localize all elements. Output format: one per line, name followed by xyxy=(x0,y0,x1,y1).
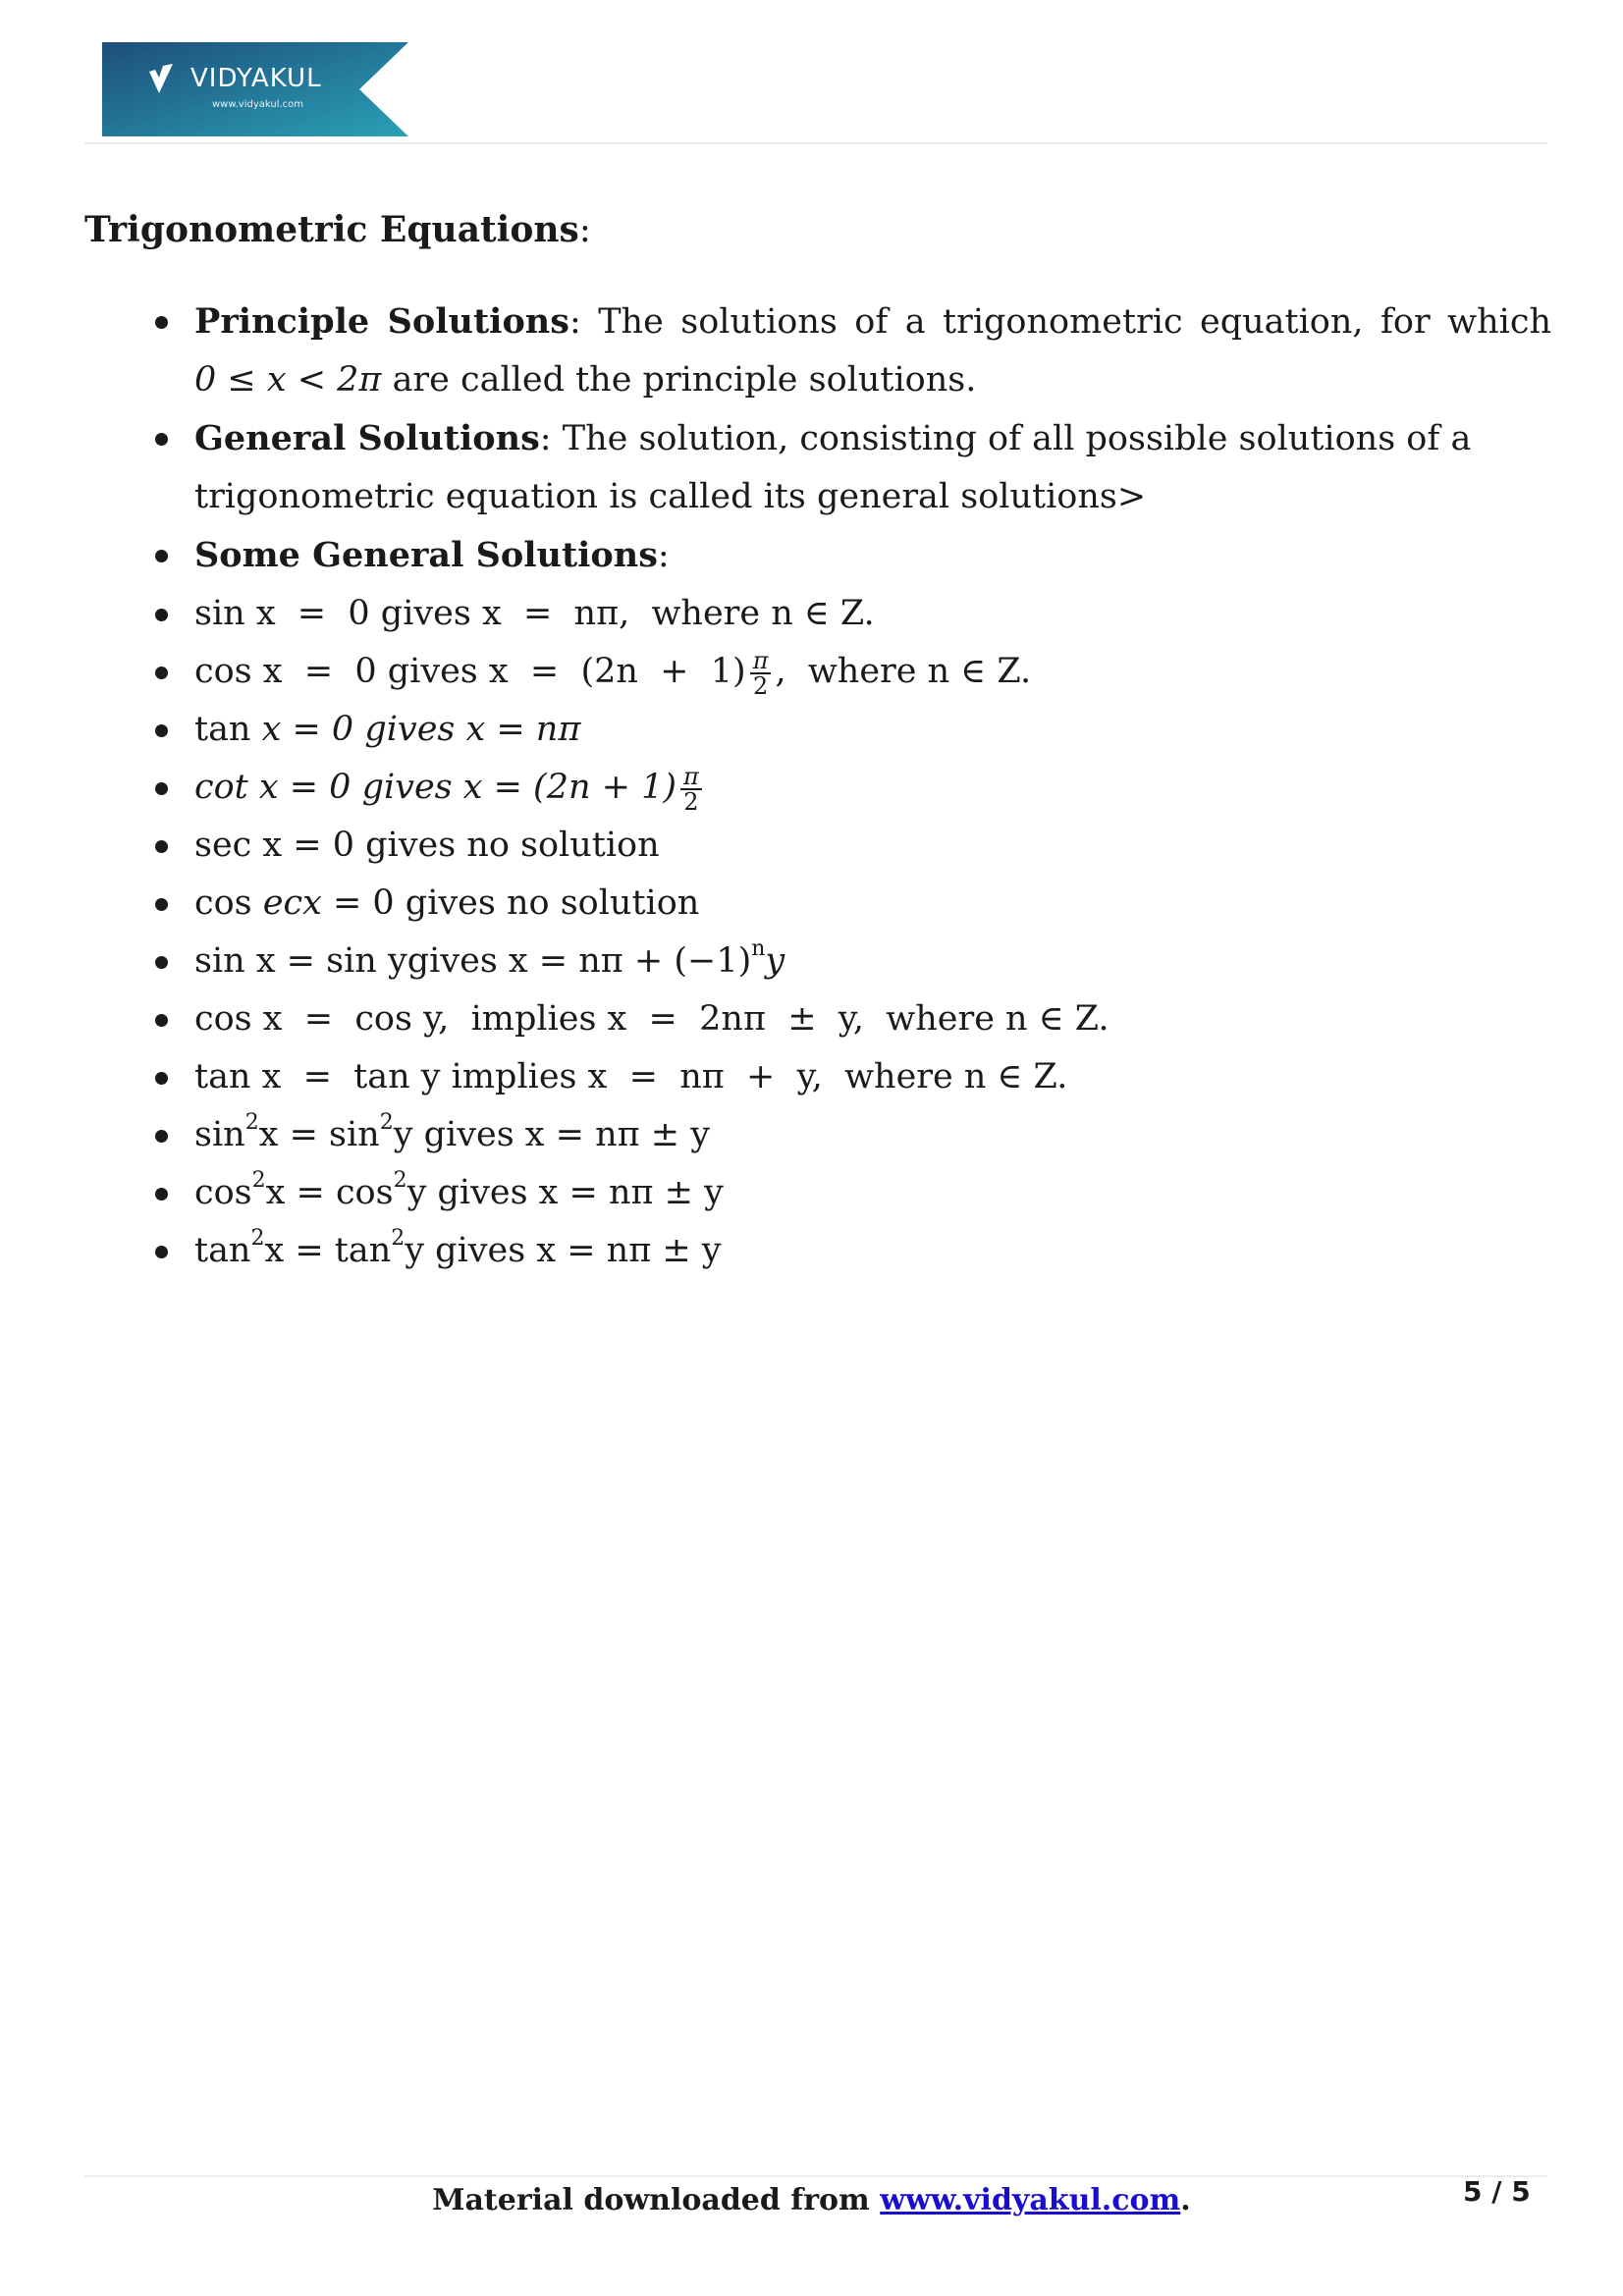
pi-over-2-fraction: $\frac{\pi}{2}$ xyxy=(680,765,702,814)
header-divider xyxy=(84,142,1547,144)
list-item-cos-zero: cos x = 0 gives x = (2n + 1) $\frac{\pi}{2}$ , where n ∈ Z. xyxy=(157,643,1551,701)
pi-over-2-fraction: $\frac{\pi}{2}$ xyxy=(750,649,772,698)
list-item-tan-squared: $\tan^2x = \tan^2y$ gives x = nπ ± y xyxy=(157,1222,1551,1280)
list-item-some-general-solutions: Some General Solutions: xyxy=(157,526,1551,585)
principle-range-math: 0 ≤ x < 2π xyxy=(194,360,382,400)
logo-url: www.vidyakul.com xyxy=(212,99,304,110)
logo-text: VIDYAKUL xyxy=(190,64,322,93)
general-solutions-label: General Solutions xyxy=(194,418,540,458)
vidyakul-logo[interactable] xyxy=(102,42,408,136)
list-item-cot-zero: cot x = 0 gives x = (2n + 1) $\frac{\pi}{2}$ xyxy=(157,759,1551,817)
list-item-sin-squared: $\sin^2x = \sin^2y$ gives x = nπ ± y xyxy=(157,1106,1551,1164)
solutions-list xyxy=(157,293,1551,1280)
list-item-principle-solutions: Principle Solutions: The solutions of a trigonometric equation, for which 0 ≤ x < 2π are called the principle solutions. xyxy=(157,293,1551,409)
list-item-general-solutions: General Solutions: The solution, consisting of all possible solutions of a trigonometric equation is called its general solutions> xyxy=(157,409,1551,526)
list-item-cos-equal: cos x = cos y, implies x = 2nπ ± y, where n ∈ Z. xyxy=(157,990,1551,1048)
some-general-solutions-label: Some General Solutions xyxy=(194,535,658,575)
list-item-tan-equal: tan x = tan y implies x = nπ + y, where n ∈ Z. xyxy=(157,1048,1551,1106)
list-item-cosec-zero: cos ecx = 0 gives no solution xyxy=(157,875,1551,933)
list-item-cos-squared: $\cos^2x = \cos^2y$ gives x = nπ ± y xyxy=(157,1164,1551,1222)
list-item-tan-zero: tan x = 0 gives x = nπ xyxy=(157,701,1551,759)
section-heading: Trigonometric Equations: xyxy=(84,209,591,250)
list-item-sin-equal: sin x = sin ygives $x = n\pi + (-1)^ny$ xyxy=(157,933,1551,990)
general-solutions-text: The solution, consisting of all possible solutions of a trigonometric equation is called its general solutions> xyxy=(194,419,1472,516)
list-item-sec-zero: sec x = 0 gives no solution xyxy=(157,817,1551,875)
principle-solutions-text: The solutions of a trigonometric equation, for which xyxy=(598,302,1552,342)
footer-divider xyxy=(84,2175,1547,2177)
list-item-sin-zero: sin x = 0 gives x = nπ, where n ∈ Z. xyxy=(157,585,1551,643)
principle-solutions-label: Principle Solutions xyxy=(194,301,569,342)
page-number: 5 / 5 xyxy=(1463,2175,1531,2208)
vidyakul-link[interactable]: www.vidyakul.com xyxy=(880,2183,1181,2217)
principle-solutions-text-end: are called the principle solutions. xyxy=(381,360,977,400)
footer-credit: Material downloaded from www.vidyakul.com. xyxy=(432,2183,1191,2217)
